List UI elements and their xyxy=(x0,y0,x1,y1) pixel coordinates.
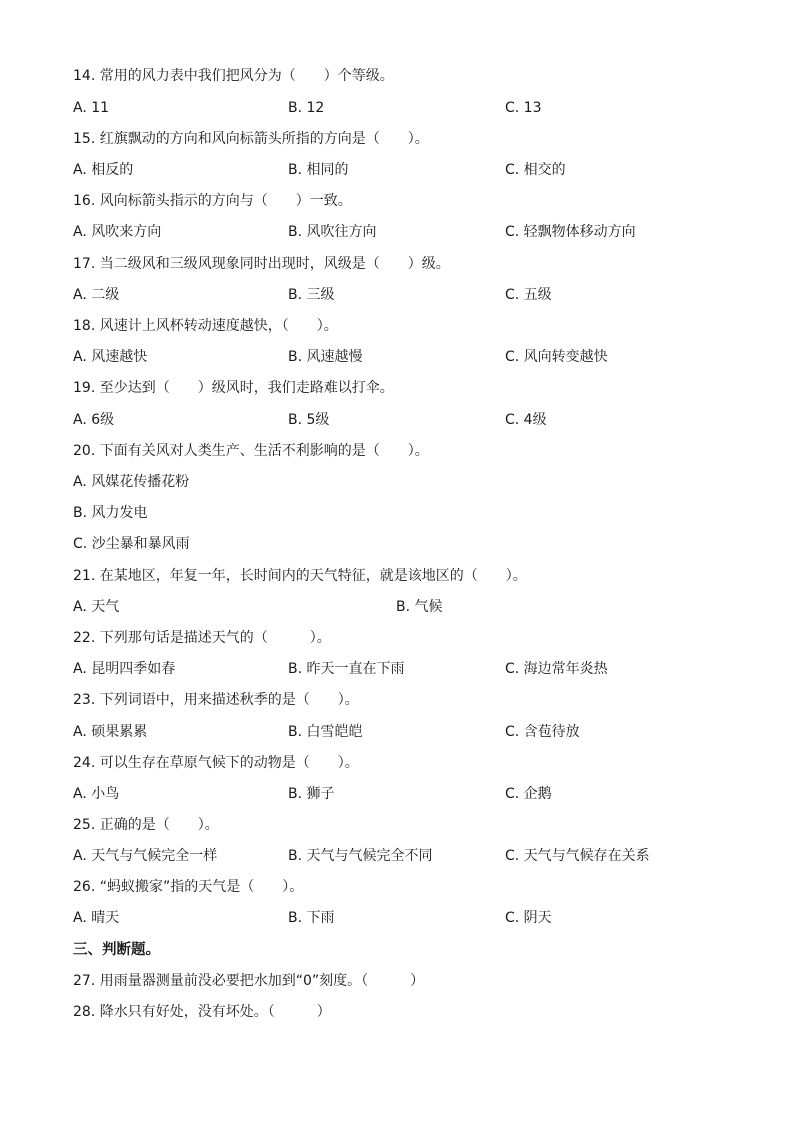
question-28: 28. 降水只有好处，没有坏处。（ ） xyxy=(73,1004,331,1020)
question-16: 16. 风向标箭头指示的方向与（ ）一致。 xyxy=(73,193,352,209)
option-19-b: B. 5级 xyxy=(288,412,330,428)
option-22-a: A. 昆明四季如春 xyxy=(73,661,176,677)
option-20-b: B. 风力发电 xyxy=(73,505,148,521)
option-21-a: A. 天气 xyxy=(73,599,120,615)
question-15: 15. 红旗飘动的方向和风向标箭头所指的方向是（ ）。 xyxy=(73,131,429,147)
option-22-c: C. 海边常年炎热 xyxy=(505,661,608,677)
option-17-b: B. 三级 xyxy=(288,287,335,303)
option-18-a: A. 风速越快 xyxy=(73,349,148,365)
question-27: 27. 用雨量器测量前没必要把水加到“0”刻度。（ ） xyxy=(73,973,425,989)
option-14-c: C. 13 xyxy=(505,100,542,116)
option-15-c: C. 相交的 xyxy=(505,162,566,178)
question-26: 26. “蚂蚁搬家”指的天气是（ ）。 xyxy=(73,879,304,895)
section-title: 三、判断题。 xyxy=(73,942,160,958)
question-18: 18. 风速计上风杯转动速度越快，（ ）。 xyxy=(73,318,338,334)
option-25-a: A. 天气与气候完全一样 xyxy=(73,848,218,864)
question-14: 14. 常用的风力表中我们把风分为（ ）个等级。 xyxy=(73,68,394,84)
option-23-c: C. 含苞待放 xyxy=(505,724,580,740)
option-26-c: C. 阴天 xyxy=(505,910,552,926)
option-17-c: C. 五级 xyxy=(505,287,552,303)
option-14-b: B. 12 xyxy=(288,100,325,116)
option-26-b: B. 下雨 xyxy=(288,910,335,926)
option-23-a: A. 硕果累累 xyxy=(73,724,148,740)
question-25: 25. 正确的是（ ）。 xyxy=(73,817,219,833)
option-15-b: B. 相同的 xyxy=(288,162,349,178)
question-21: 21. 在某地区，年复一年，长时间内的天气特征，就是该地区的（ ）。 xyxy=(73,568,527,584)
option-25-b: B. 天气与气候完全不同 xyxy=(288,848,433,864)
option-18-c: C. 风向转变越快 xyxy=(505,349,608,365)
option-15-a: A. 相反的 xyxy=(73,162,134,178)
option-16-b: B. 风吹往方向 xyxy=(288,224,377,240)
option-16-c: C. 轻飘物体移动方向 xyxy=(505,224,636,240)
option-20-a: A. 风媒花传播花粉 xyxy=(73,474,190,490)
option-20-c: C. 沙尘暴和暴风雨 xyxy=(73,536,190,552)
option-18-b: B. 风速越慢 xyxy=(288,349,363,365)
option-19-c: C. 4级 xyxy=(505,412,547,428)
question-22: 22. 下列那句话是描述天气的（ ）。 xyxy=(73,630,331,646)
option-25-c: C. 天气与气候存在关系 xyxy=(505,848,650,864)
option-17-a: A. 二级 xyxy=(73,287,120,303)
question-23: 23. 下列词语中，用来描述秋季的是（ ）。 xyxy=(73,692,359,708)
question-24: 24. 可以生存在草原气候下的动物是（ ）。 xyxy=(73,755,359,771)
option-14-a: A. 11 xyxy=(73,100,110,116)
question-20: 20. 下面有关风对人类生产、生活不利影响的是（ ）。 xyxy=(73,443,429,459)
option-24-c: C. 企鹅 xyxy=(505,786,552,802)
option-21-b: B. 气候 xyxy=(396,599,443,615)
option-22-b: B. 昨天一直在下雨 xyxy=(288,661,405,677)
option-26-a: A. 晴天 xyxy=(73,910,120,926)
question-19: 19. 至少达到（ ）级风时，我们走路难以打伞。 xyxy=(73,380,394,396)
option-19-a: A. 6级 xyxy=(73,412,115,428)
option-24-b: B. 狮子 xyxy=(288,786,335,802)
option-23-b: B. 白雪皑皑 xyxy=(288,724,363,740)
option-24-a: A. 小鸟 xyxy=(73,786,120,802)
question-17: 17. 当二级风和三级风现象同时出现时，风级是（ ）级。 xyxy=(73,256,450,272)
option-16-a: A. 风吹来方向 xyxy=(73,224,162,240)
